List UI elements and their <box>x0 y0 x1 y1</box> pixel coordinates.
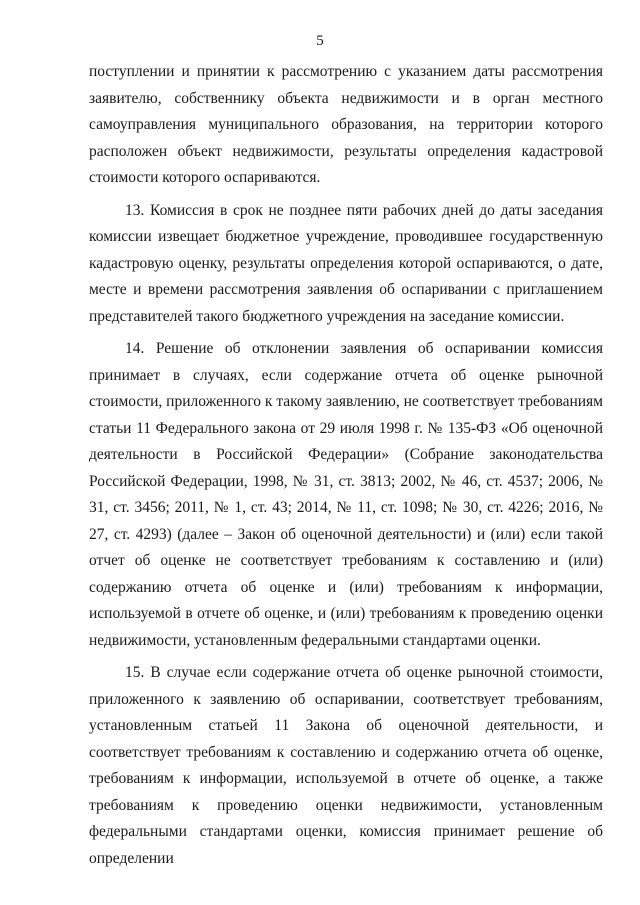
paragraph-13: 13. Комиссия в срок не позднее пяти рабочих дней до даты заседания комиссии извещает бюджетное учреждение, проводившее государственную кадастровую оценку, результаты определения которой оспариваются, о дате, месте и времени рассмотрения заявления об оспаривании с приглашением представителей такого бюджетного учреждения на заседание комиссии. <box>89 201 603 325</box>
paragraph-14: 14. Решение об отклонении заявления об оспаривании комиссия принимает в случаях, если содержание отчета об оценке рыночной стоимости, приложенного к такому заявлению, не соответствует требованиям статьи 11 Федерального закона от 29 июля 1998 г. № 135-ФЗ «Об оценочной деятельности в Российской Федерации» (Собрание законодательства Российской Федерации, 1998, № 31, ст. 3813; 2002, № 46, ст. 4537; 2006, № 31, ст. 3456; 2011, № 1, ст. 43; 2014, № 11, ст. 1098; № 30, ст. 4226; 2016, № 27, ст. 4293) (далее – Закон об оценочной деятельности) и (или) если такой отчет об оценке не соответствует требованиям к составлению и (или) содержанию отчета об оценке и (или) требованиям к информации, используемой в отчете об оценке, и (или) требованиям к проведению оценки недвижимости, установленным федеральными стандартами оценки. <box>89 340 603 649</box>
paragraph-continuation: поступлении и принятии к рассмотрению с указанием даты рассмотрения заявителю, собственнику объекта недвижимости и в орган местного самоуправления муниципального образования, на территории которого расположен объект недвижимости, результаты определения кадастровой стоимости которого оспариваются. <box>89 63 603 186</box>
paragraph-15: 15. В случае если содержание отчета об оценке рыночной стоимости, приложенного к заявлению об оспаривании, соответствует требованиям, установленным статьей 11 Закона об оценочной деятельности, и соответствует требованиям к составлению и содержанию отчета об оценке, требованиям к информации, используемой в отчете об оценке, а также требованиям к проведению оценки недвижимости, установленным федеральными стандартами оценки, комиссия принимает решение об определении <box>89 664 603 867</box>
document-body <box>89 59 603 878</box>
page-number: 5 <box>316 33 324 49</box>
